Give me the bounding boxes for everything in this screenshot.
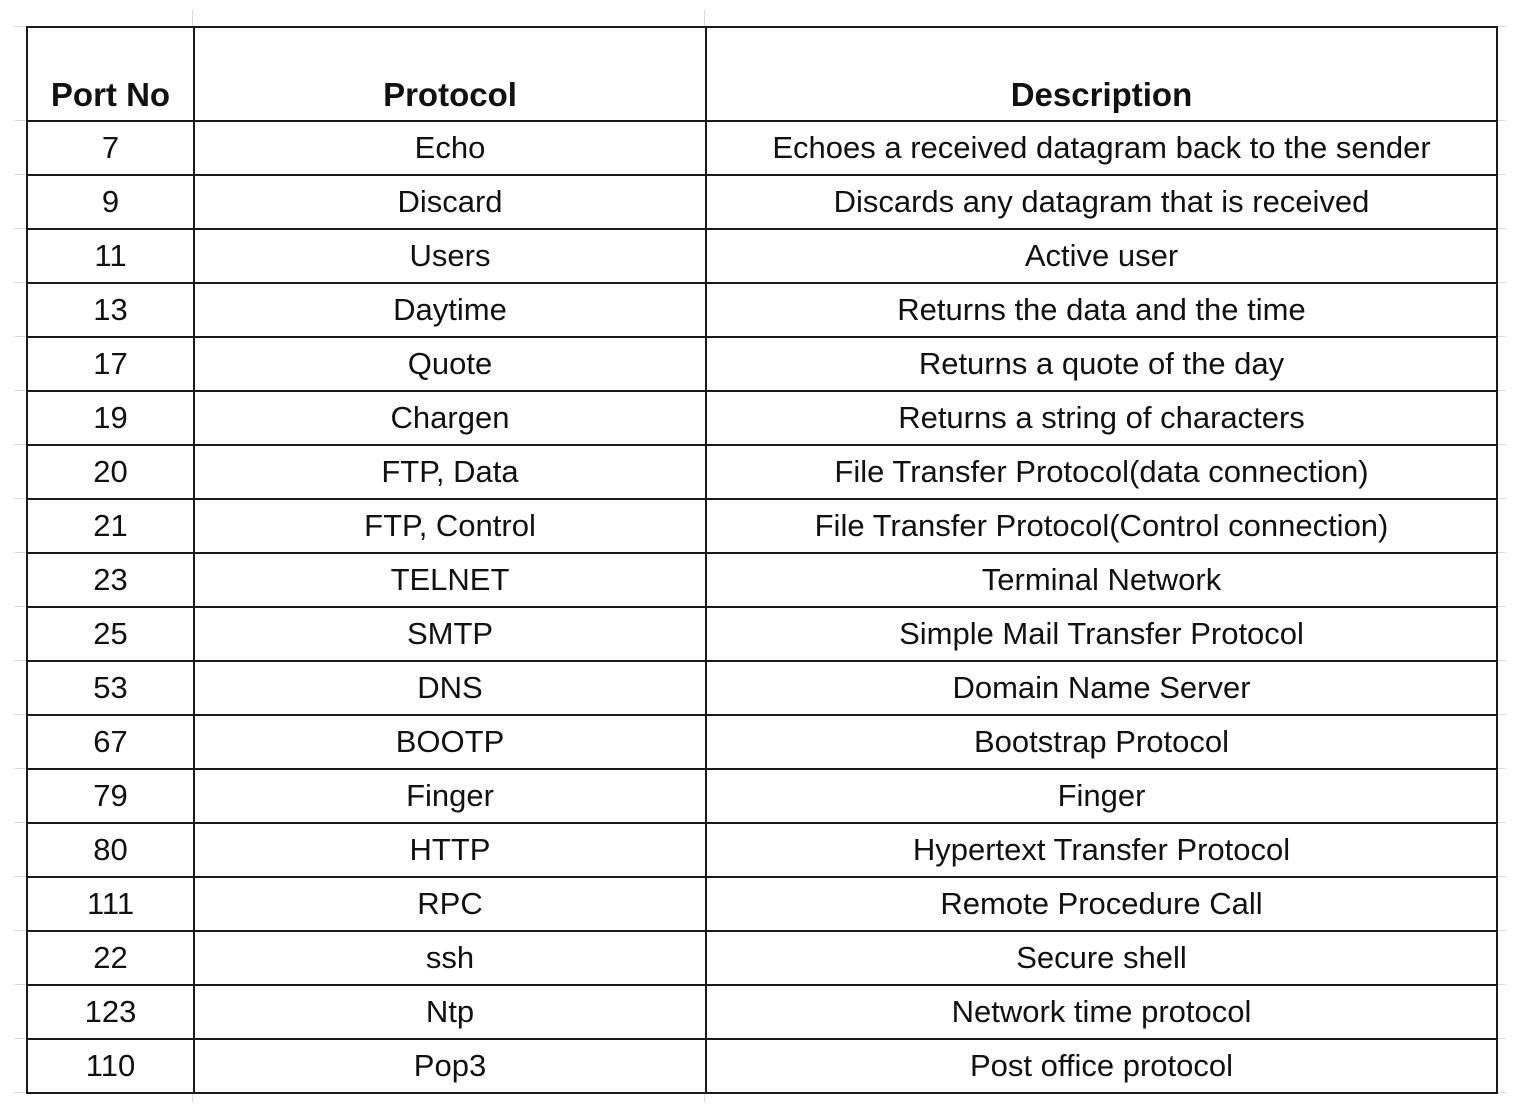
table-body	[27, 121, 1497, 1093]
description-cell: Finger	[706, 769, 1497, 823]
description-cell: Remote Procedure Call	[706, 877, 1497, 931]
table-row	[27, 445, 1497, 499]
description-cell: Secure shell	[706, 931, 1497, 985]
table-row	[27, 715, 1497, 769]
header-port-no: Port No	[27, 27, 194, 121]
description-cell: Post office protocol	[706, 1039, 1497, 1093]
protocol-cell: HTTP	[194, 823, 706, 877]
description-cell: Simple Mail Transfer Protocol	[706, 607, 1497, 661]
table-row	[27, 391, 1497, 445]
description-cell: Domain Name Server	[706, 661, 1497, 715]
protocol-cell: SMTP	[194, 607, 706, 661]
protocol-cell: Daytime	[194, 283, 706, 337]
table-row	[27, 553, 1497, 607]
description-cell: Discards any datagram that is received	[706, 175, 1497, 229]
protocol-cell: ssh	[194, 931, 706, 985]
protocol-cell: Pop3	[194, 1039, 706, 1093]
port-cell: 110	[27, 1039, 194, 1093]
protocol-cell: Finger	[194, 769, 706, 823]
table-row	[27, 175, 1497, 229]
table-row	[27, 121, 1497, 175]
protocol-cell: Chargen	[194, 391, 706, 445]
description-cell: Returns a quote of the day	[706, 337, 1497, 391]
description-cell: Network time protocol	[706, 985, 1497, 1039]
description-cell: Echoes a received datagram back to the sender	[706, 121, 1497, 175]
port-cell: 13	[27, 283, 194, 337]
table-row	[27, 985, 1497, 1039]
port-cell: 9	[27, 175, 194, 229]
port-cell: 17	[27, 337, 194, 391]
protocol-cell: Ntp	[194, 985, 706, 1039]
protocol-cell: Quote	[194, 337, 706, 391]
description-cell: Returns the data and the time	[706, 283, 1497, 337]
description-cell: Active user	[706, 229, 1497, 283]
protocol-cell: FTP, Data	[194, 445, 706, 499]
port-protocol-table	[26, 26, 1498, 1094]
protocol-cell: FTP, Control	[194, 499, 706, 553]
protocol-cell: RPC	[194, 877, 706, 931]
port-cell: 80	[27, 823, 194, 877]
protocol-cell: Users	[194, 229, 706, 283]
table-row	[27, 499, 1497, 553]
port-cell: 23	[27, 553, 194, 607]
header-description: Description	[706, 27, 1497, 121]
port-cell: 53	[27, 661, 194, 715]
table-row	[27, 1039, 1497, 1093]
protocol-cell: BOOTP	[194, 715, 706, 769]
port-cell: 123	[27, 985, 194, 1039]
description-cell: Returns a string of characters	[706, 391, 1497, 445]
description-cell: Terminal Network	[706, 553, 1497, 607]
table-row	[27, 877, 1497, 931]
table-row	[27, 607, 1497, 661]
port-cell: 20	[27, 445, 194, 499]
description-cell: Bootstrap Protocol	[706, 715, 1497, 769]
protocol-cell: Discard	[194, 175, 706, 229]
protocol-cell: Echo	[194, 121, 706, 175]
header-protocol: Protocol	[194, 27, 706, 121]
port-cell: 19	[27, 391, 194, 445]
table-row	[27, 661, 1497, 715]
port-cell: 67	[27, 715, 194, 769]
description-cell: Hypertext Transfer Protocol	[706, 823, 1497, 877]
table-row	[27, 769, 1497, 823]
description-cell: File Transfer Protocol(Control connection)	[706, 499, 1497, 553]
port-cell: 111	[27, 877, 194, 931]
table-row	[27, 283, 1497, 337]
port-cell: 7	[27, 121, 194, 175]
port-cell: 11	[27, 229, 194, 283]
description-cell: File Transfer Protocol(data connection)	[706, 445, 1497, 499]
protocol-cell: TELNET	[194, 553, 706, 607]
table-row	[27, 931, 1497, 985]
table-row	[27, 229, 1497, 283]
protocol-cell: DNS	[194, 661, 706, 715]
port-cell: 79	[27, 769, 194, 823]
table-row	[27, 823, 1497, 877]
port-cell: 25	[27, 607, 194, 661]
port-cell: 22	[27, 931, 194, 985]
port-cell: 21	[27, 499, 194, 553]
table-header-row	[27, 27, 1497, 121]
table-row	[27, 337, 1497, 391]
